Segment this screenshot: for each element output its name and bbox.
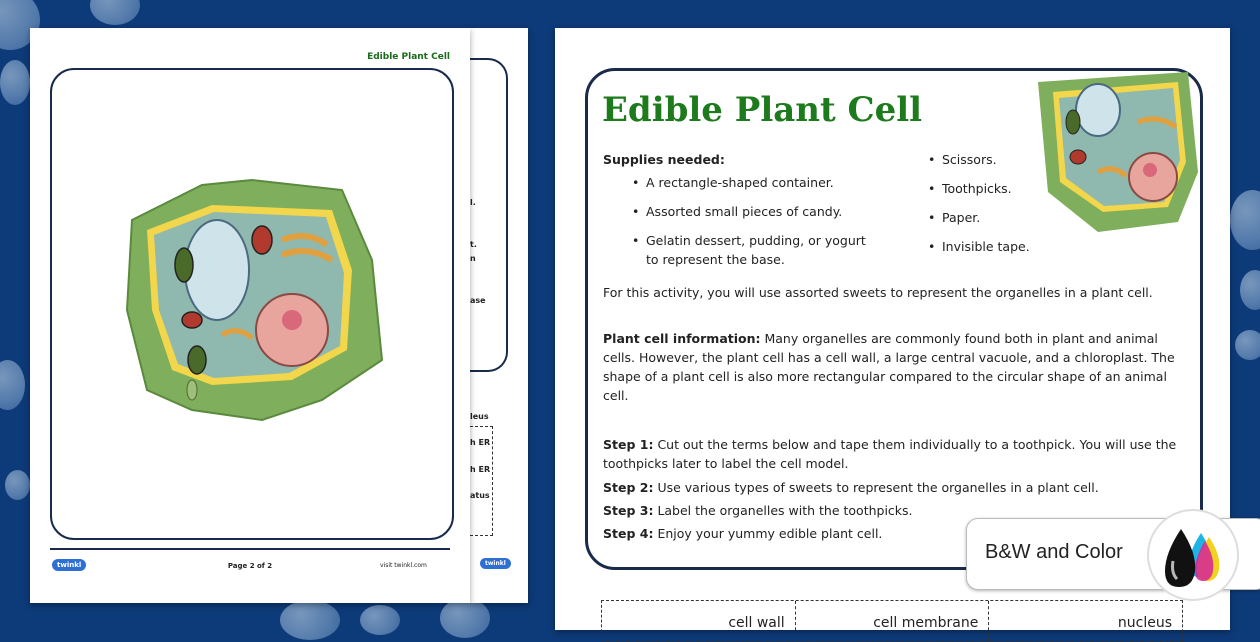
back-page-label: n xyxy=(470,254,476,263)
back-page-label: ase xyxy=(470,296,486,305)
step-1: Step 1: Cut out the terms below and tape them individually to a toothpick. You will use the toothpicks later to label the cell model. xyxy=(603,437,1177,471)
background-bubble xyxy=(1235,330,1260,360)
step-4: Step 4: Enjoy your yummy edible plant cell. xyxy=(603,526,883,541)
footer-divider xyxy=(50,548,450,550)
background-bubble xyxy=(0,60,30,105)
supplies-list-right xyxy=(928,150,1058,266)
plant-cell-illustration xyxy=(52,70,452,538)
cell-illustration-frame xyxy=(50,68,454,540)
term-cell-membrane: cell membrane xyxy=(796,601,990,641)
intro-text: For this activity, you will use assorted sweets to represent the organelles in a plant cell. xyxy=(603,285,1153,300)
back-page-label: leus xyxy=(470,412,489,421)
background-bubble xyxy=(0,360,25,410)
plant-cell-info xyxy=(603,329,1183,405)
term-cell-wall: cell wall xyxy=(602,601,796,641)
info-text: Many organelles are commonly found both in plant and animal cells. However, the plant cell has a cell wall, a large central vacuole, and a chloroplast. The shape of a plant cell is also more rectangular compared to the circular shape of an animal cell. xyxy=(603,331,1175,403)
step-3: Step 3: Label the organelles with the toothpicks. xyxy=(603,503,913,518)
plant-cell-corner-illustration xyxy=(1038,72,1198,232)
background-bubble xyxy=(1230,190,1260,250)
back-page-label: t. xyxy=(470,240,477,249)
step-2: Step 2: Use various types of sweets to represent the organelles in a plant cell. xyxy=(603,480,1099,495)
back-page-label: atus xyxy=(470,491,490,500)
cut-out-terms-table xyxy=(601,600,1183,642)
footer-url: visit twinkl.com xyxy=(380,562,427,569)
list-item: • Assorted small pieces of candy. xyxy=(632,202,882,221)
background-bubble xyxy=(5,470,30,500)
left-page-title: Edible Plant Cell xyxy=(367,52,450,62)
term-nucleus: nucleus xyxy=(1117,615,1173,631)
twinkl-logo: twinkl xyxy=(52,559,86,571)
background-bubble xyxy=(90,0,140,25)
list-item: • Gelatin dessert, pudding, or yogurt to represent the base. xyxy=(632,231,882,269)
list-item: • A rectangle-shaped container. xyxy=(632,173,882,192)
bw-and-color-badge xyxy=(966,518,1260,590)
left-worksheet-page xyxy=(30,28,470,603)
background-bubble xyxy=(1240,270,1260,310)
back-page-label: l. xyxy=(470,198,476,207)
ink-drops-icon xyxy=(1147,509,1239,601)
background-bubble xyxy=(280,600,340,640)
list-item: • Paper. xyxy=(928,208,1058,227)
back-page-label: h ER xyxy=(470,438,491,447)
back-page-frame xyxy=(470,58,508,372)
background-bubble xyxy=(360,605,400,635)
badge-label: B&W and Color xyxy=(985,541,1123,563)
list-item: • Toothpicks. xyxy=(928,179,1058,198)
page-number: Page 2 of 2 xyxy=(227,562,273,570)
list-item: • Invisible tape. xyxy=(928,237,1058,256)
back-worksheet-page xyxy=(470,28,528,603)
info-heading: Plant cell information: xyxy=(603,331,761,346)
supplies-heading: Supplies needed: xyxy=(603,152,725,167)
twinkl-logo: twinkl xyxy=(480,558,511,569)
list-item: • Scissors. xyxy=(928,150,1058,169)
background-bubble xyxy=(440,598,490,638)
supplies-list-left xyxy=(632,173,882,279)
back-page-label: h ER xyxy=(470,465,491,474)
page-title: Edible Plant Cell xyxy=(602,90,923,130)
